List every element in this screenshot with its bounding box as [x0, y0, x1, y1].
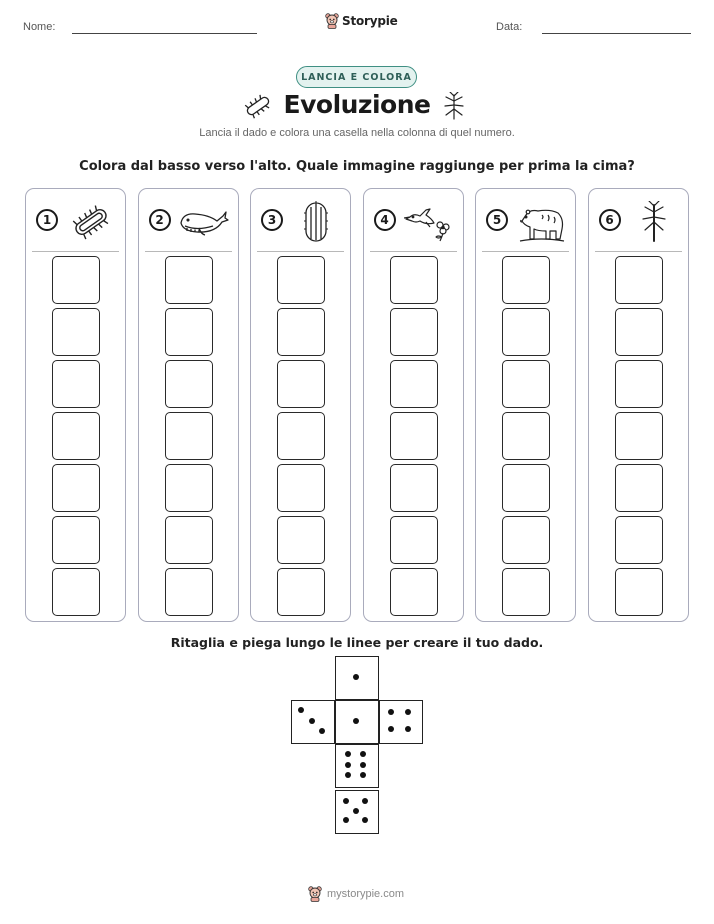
- column-divider: [257, 251, 344, 252]
- column-divider: [370, 251, 457, 252]
- die-pip: [360, 762, 366, 768]
- date-label: Data:: [496, 21, 523, 33]
- column-1: [25, 188, 126, 622]
- bear-mascot-icon: [325, 13, 339, 29]
- color-box[interactable]: [165, 256, 213, 304]
- die-face-6: [335, 744, 379, 788]
- color-box[interactable]: [615, 464, 663, 512]
- color-box[interactable]: [277, 256, 325, 304]
- die-pip: [362, 817, 368, 823]
- column-3: [250, 188, 351, 622]
- color-box[interactable]: [390, 256, 438, 304]
- die-face-3: [291, 700, 335, 744]
- color-box[interactable]: [277, 412, 325, 460]
- color-box[interactable]: [52, 256, 100, 304]
- name-label: Nome:: [23, 21, 56, 33]
- die-pip: [298, 707, 304, 713]
- die-face-1: [335, 656, 379, 700]
- activity-badge: LANCIA E COLORA: [296, 66, 417, 88]
- instruction-heading: Colora dal basso verso l'alto. Quale immagine raggiunge per prima la cima?: [79, 159, 635, 174]
- color-box[interactable]: [52, 360, 100, 408]
- die-pip: [309, 718, 315, 724]
- name-line[interactable]: [72, 33, 257, 34]
- color-box[interactable]: [165, 464, 213, 512]
- footer-url[interactable]: mystorypie.com: [327, 888, 405, 900]
- color-box[interactable]: [390, 464, 438, 512]
- footer: [308, 886, 404, 902]
- die-pip: [345, 751, 351, 757]
- color-box[interactable]: [52, 308, 100, 356]
- color-box[interactable]: [277, 360, 325, 408]
- die-pip: [388, 709, 394, 715]
- color-box[interactable]: [615, 256, 663, 304]
- color-box[interactable]: [165, 412, 213, 460]
- column-4: [363, 188, 464, 622]
- color-box[interactable]: [390, 412, 438, 460]
- color-box[interactable]: [502, 360, 550, 408]
- column-divider: [595, 251, 682, 252]
- subtitle: Lancia il dado e colora una casella nella colonna di quel numero.: [199, 127, 515, 139]
- cut-instruction: Ritaglia e piega lungo le linee per creare il tuo dado.: [170, 635, 544, 650]
- color-box[interactable]: [52, 568, 100, 616]
- column-divider: [145, 251, 232, 252]
- column-6: [588, 188, 689, 622]
- color-box[interactable]: [165, 568, 213, 616]
- die-pip: [362, 798, 368, 804]
- color-box[interactable]: [615, 360, 663, 408]
- color-box[interactable]: [165, 308, 213, 356]
- die-pip: [405, 726, 411, 732]
- color-box[interactable]: [502, 412, 550, 460]
- column-2: [138, 188, 239, 622]
- color-box[interactable]: [502, 256, 550, 304]
- color-box[interactable]: [390, 516, 438, 564]
- column-5: [475, 188, 576, 622]
- die-pip: [388, 726, 394, 732]
- stick-insect-icon: [629, 201, 679, 243]
- page-title: Evoluzione: [283, 90, 431, 119]
- color-box[interactable]: [390, 568, 438, 616]
- color-box[interactable]: [277, 308, 325, 356]
- die-face-4: [379, 700, 423, 744]
- color-box[interactable]: [165, 516, 213, 564]
- color-box[interactable]: [615, 568, 663, 616]
- column-number: 4: [374, 209, 396, 231]
- color-box[interactable]: [277, 568, 325, 616]
- color-box[interactable]: [52, 516, 100, 564]
- die-face-5: [335, 790, 379, 834]
- column-divider: [32, 251, 119, 252]
- column-number: 1: [36, 209, 58, 231]
- color-box[interactable]: [502, 516, 550, 564]
- hummingbird-flower-icon: [404, 201, 454, 243]
- die-pip: [360, 751, 366, 757]
- brand-logo: [325, 13, 398, 29]
- die-pip: [345, 772, 351, 778]
- die-pip: [405, 709, 411, 715]
- die-pip: [343, 798, 349, 804]
- stick-insect-icon: [442, 92, 466, 122]
- bear-mascot-icon: [308, 886, 322, 902]
- color-box[interactable]: [502, 308, 550, 356]
- color-box[interactable]: [165, 360, 213, 408]
- column-divider: [482, 251, 569, 252]
- cactus-icon: [291, 201, 341, 243]
- die-pip: [345, 762, 351, 768]
- die-pip: [353, 674, 359, 680]
- color-box[interactable]: [277, 464, 325, 512]
- column-number: 3: [261, 209, 283, 231]
- column-number: 5: [486, 209, 508, 231]
- color-box[interactable]: [502, 568, 550, 616]
- die-pip: [343, 817, 349, 823]
- date-line[interactable]: [542, 33, 691, 34]
- whale-icon: [179, 201, 229, 243]
- color-box[interactable]: [52, 412, 100, 460]
- color-box[interactable]: [52, 464, 100, 512]
- color-box[interactable]: [615, 516, 663, 564]
- die-pip: [353, 808, 359, 814]
- color-box[interactable]: [390, 308, 438, 356]
- color-box[interactable]: [615, 308, 663, 356]
- die-pip: [360, 772, 366, 778]
- die-face-1: [335, 700, 379, 744]
- polar-bear-icon: [516, 201, 566, 243]
- bacterium-icon: [66, 201, 116, 243]
- column-number: 2: [149, 209, 171, 231]
- color-box[interactable]: [502, 464, 550, 512]
- color-box[interactable]: [390, 360, 438, 408]
- color-box[interactable]: [277, 516, 325, 564]
- die-pip: [319, 728, 325, 734]
- column-number: 6: [599, 209, 621, 231]
- color-box[interactable]: [615, 412, 663, 460]
- brand-name: Storypie: [342, 14, 398, 28]
- die-pip: [353, 718, 359, 724]
